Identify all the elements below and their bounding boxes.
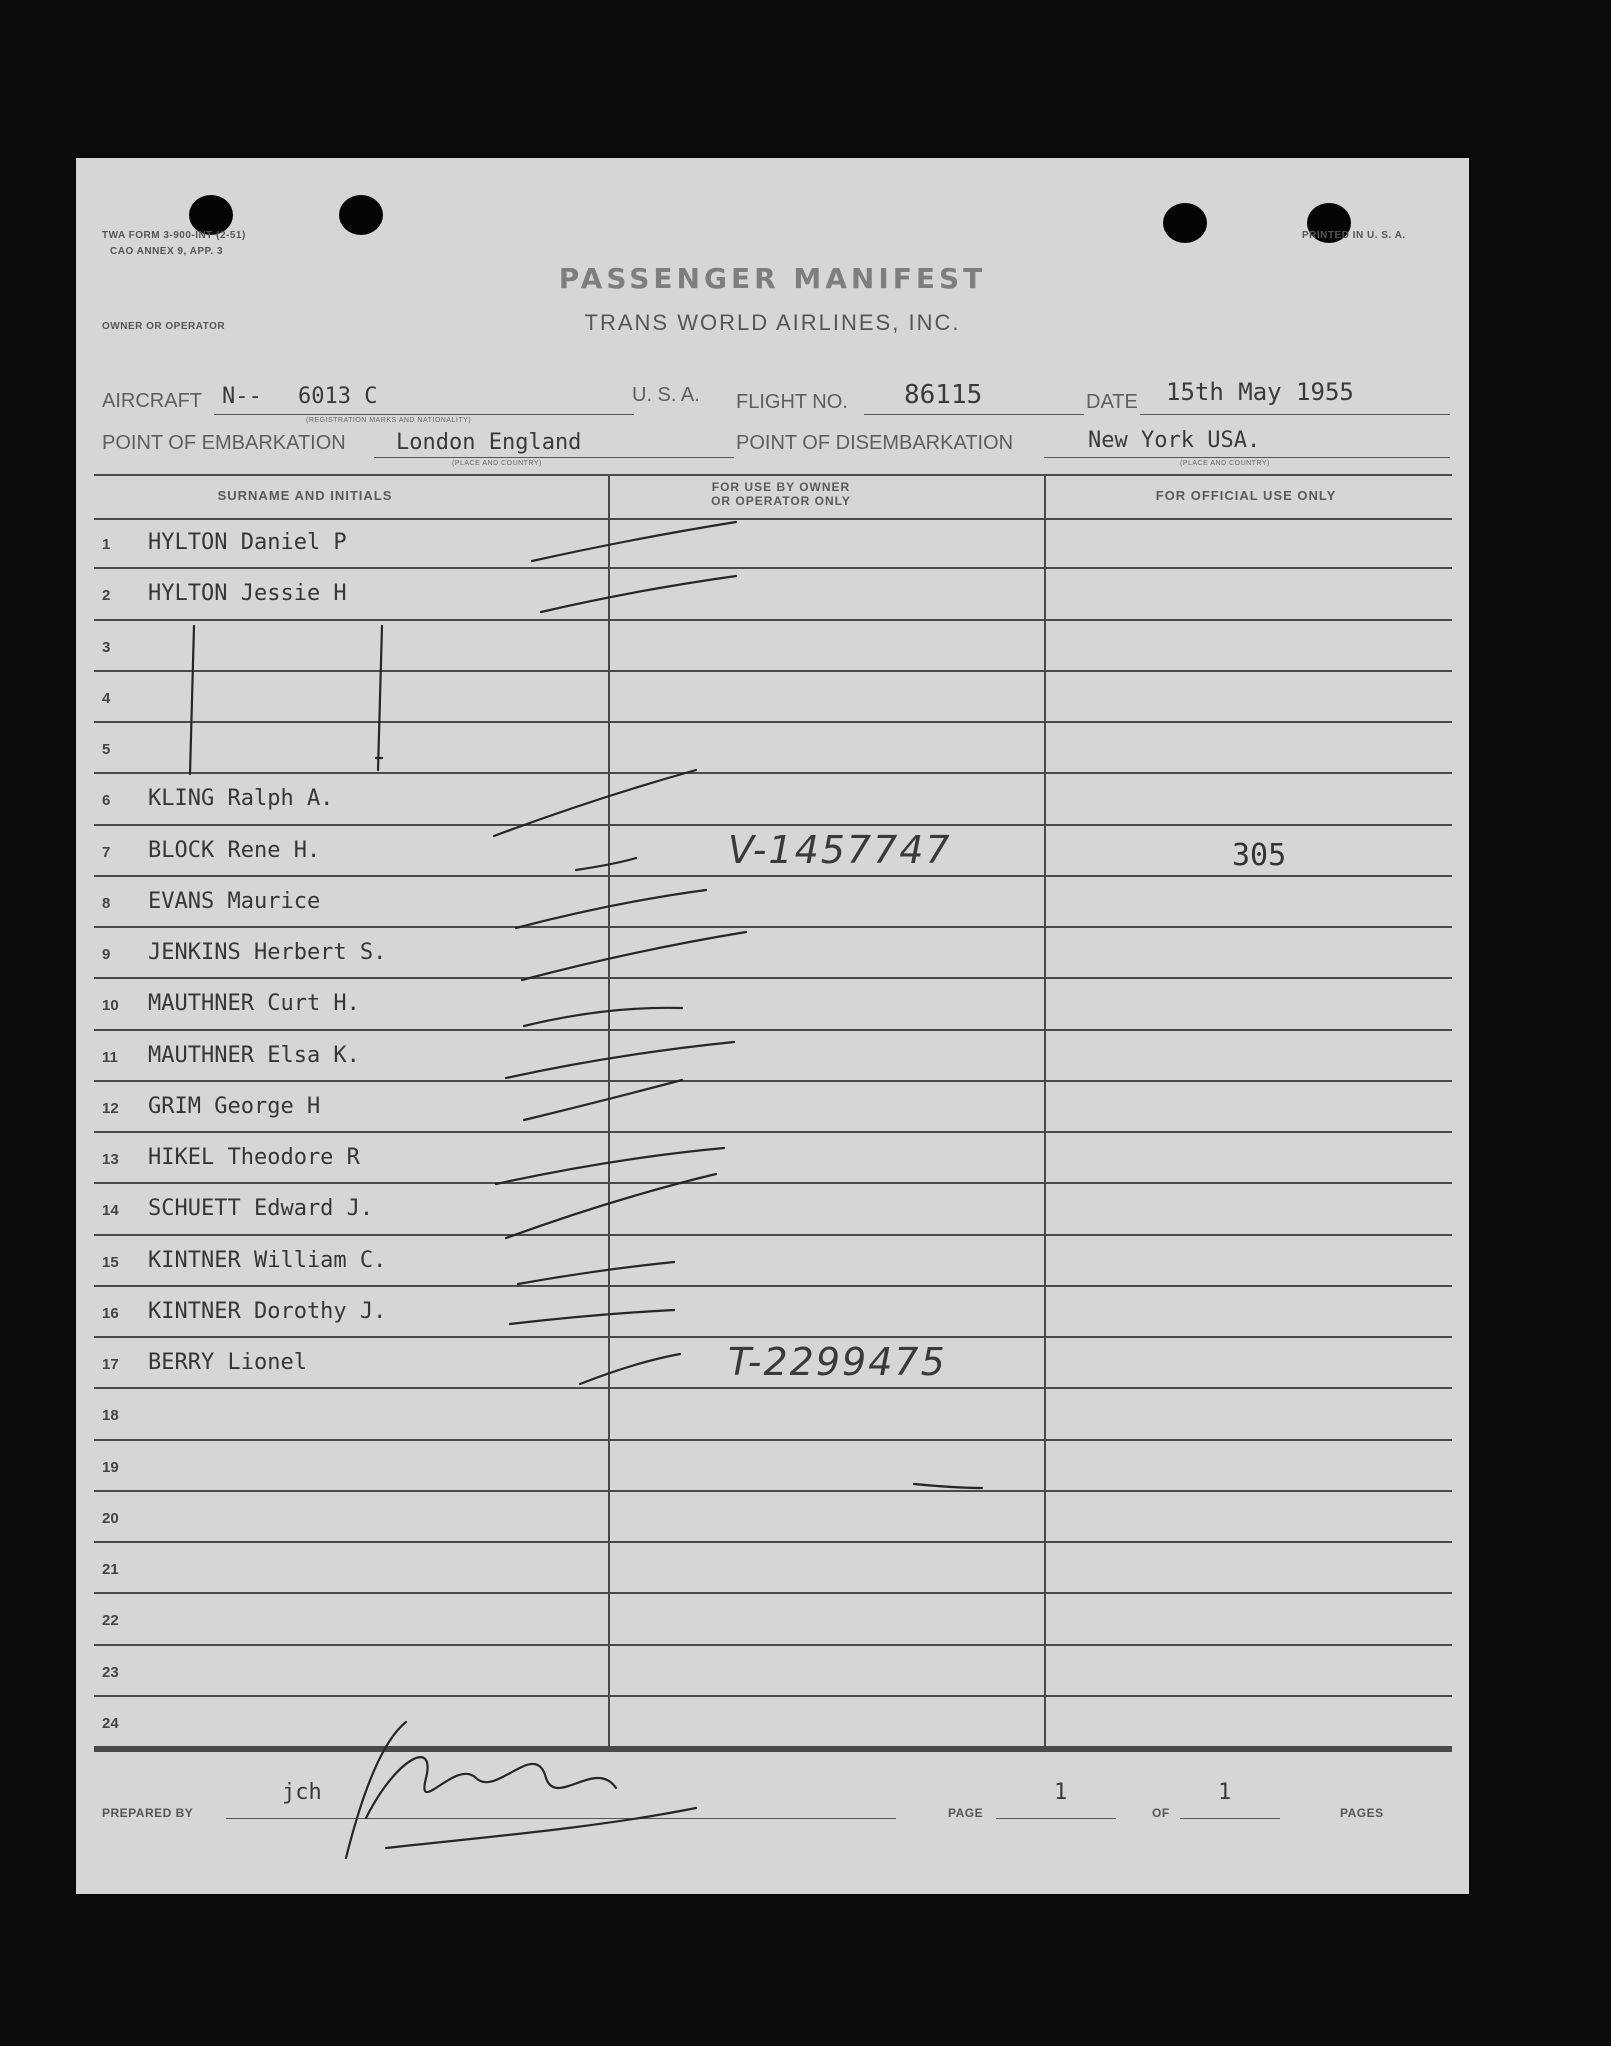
owner-label: OWNER OR OPERATOR [102, 321, 226, 332]
aircraft-prefix: N-- [222, 384, 262, 409]
owner-note: V-1457747 [728, 827, 952, 872]
of-label: OF [1152, 1806, 1170, 1820]
passenger-name: KINTNER Dorothy J. [148, 1298, 387, 1324]
row-number: 23 [102, 1663, 119, 1681]
row-number: 24 [102, 1714, 119, 1732]
disembarkation-value: New York USA. [1088, 428, 1261, 453]
aircraft-label: AIRCRAFT [102, 390, 202, 412]
row-number: 11 [102, 1048, 118, 1066]
official-column-header: FOR OFFICIAL USE ONLY [1155, 488, 1337, 503]
passenger-name: EVANS Maurice [148, 888, 321, 914]
passenger-name: MAUTHNER Curt H. [148, 991, 360, 1017]
manifest-sheet [76, 158, 1469, 1894]
row-number: 3 [102, 638, 111, 656]
passenger-name: HYLTON Jessie H [148, 581, 347, 607]
printed-in: PRINTED IN U. S. A. [1302, 230, 1406, 241]
passenger-name: BERRY Lionel [148, 1350, 307, 1375]
row-number: 17 [102, 1356, 119, 1373]
row-number: 10 [102, 997, 119, 1015]
flight-label: FLIGHT NO. [736, 391, 848, 413]
flight-number: 86115 [904, 380, 983, 410]
aircraft-registration: 6013 C [298, 384, 378, 409]
passenger-name: GRIM George H [148, 1093, 321, 1119]
passenger-name: KLING Ralph A. [148, 786, 334, 812]
passenger-name: JENKINS Herbert S. [148, 940, 387, 965]
passenger-name: MAUTHNER Elsa K. [148, 1042, 360, 1068]
passenger-name: KINTNER William C. [148, 1247, 387, 1273]
owner-column-header: FOR USE BY OWNER OR OPERATOR ONLY [711, 480, 851, 508]
page-label: PAGE [948, 1806, 984, 1820]
embarkation-note: (PLACE AND COUNTRY) [452, 460, 542, 467]
official-note: 305 [1232, 837, 1287, 873]
page-number: 1 [1054, 1780, 1068, 1805]
pages-label: PAGES [1340, 1806, 1384, 1820]
row-number: 4 [102, 689, 111, 707]
disembarkation-note: (PLACE AND COUNTRY) [1180, 460, 1270, 467]
row-number: 9 [102, 946, 111, 963]
row-number: 6 [102, 792, 111, 810]
row-number: 12 [102, 1099, 119, 1117]
form-title: PASSENGER MANIFEST [558, 262, 987, 295]
disembarkation-label: POINT OF DISEMBARKATION [736, 432, 1014, 454]
row-number: 21 [102, 1561, 119, 1578]
page-total: 1 [1218, 1780, 1232, 1805]
row-number: 18 [102, 1407, 119, 1425]
row-number: 20 [102, 1509, 119, 1527]
row-number: 8 [102, 894, 111, 912]
row-number: 7 [102, 843, 111, 861]
row-number: 2 [102, 587, 111, 605]
passenger-name: SCHUETT Edward J. [148, 1196, 374, 1222]
prepared-value: jch [282, 1780, 322, 1805]
row-number: 5 [102, 741, 111, 758]
passenger-name: HIKEL Theodore R [148, 1145, 360, 1170]
row-number: 16 [102, 1304, 119, 1322]
row-number: 22 [102, 1612, 119, 1630]
aircraft-note: (REGISTRATION MARKS AND NATIONALITY) [306, 417, 472, 424]
row-number: 1 [102, 536, 111, 553]
embarkation-label: POINT OF EMBARKATION [102, 432, 346, 454]
row-number: 19 [102, 1458, 119, 1476]
surname-column-header: SURNAME AND INITIALS [217, 488, 393, 503]
pen-marks [76, 158, 1469, 1894]
nationality-value: U. S. A. [632, 384, 700, 406]
passenger-name: HYLTON Daniel P [148, 530, 347, 555]
row-number: 14 [102, 1202, 119, 1220]
row-number: 15 [102, 1253, 119, 1271]
passenger-name: BLOCK Rene H. [148, 837, 321, 863]
airline-name: TRANS WORLD AIRLINES, INC. [584, 310, 961, 335]
embarkation-value: London England [396, 430, 582, 455]
prepared-label: PREPARED BY [102, 1806, 194, 1820]
owner-note: T-2299475 [728, 1340, 947, 1384]
date-label: DATE [1086, 391, 1138, 413]
row-number: 13 [102, 1151, 119, 1168]
form-code: TWA FORM 3-900-INT (2-51) [102, 230, 246, 241]
date-value: 15th May 1955 [1166, 378, 1354, 406]
cao-annex: CAO ANNEX 9, APP. 3 [110, 246, 224, 257]
